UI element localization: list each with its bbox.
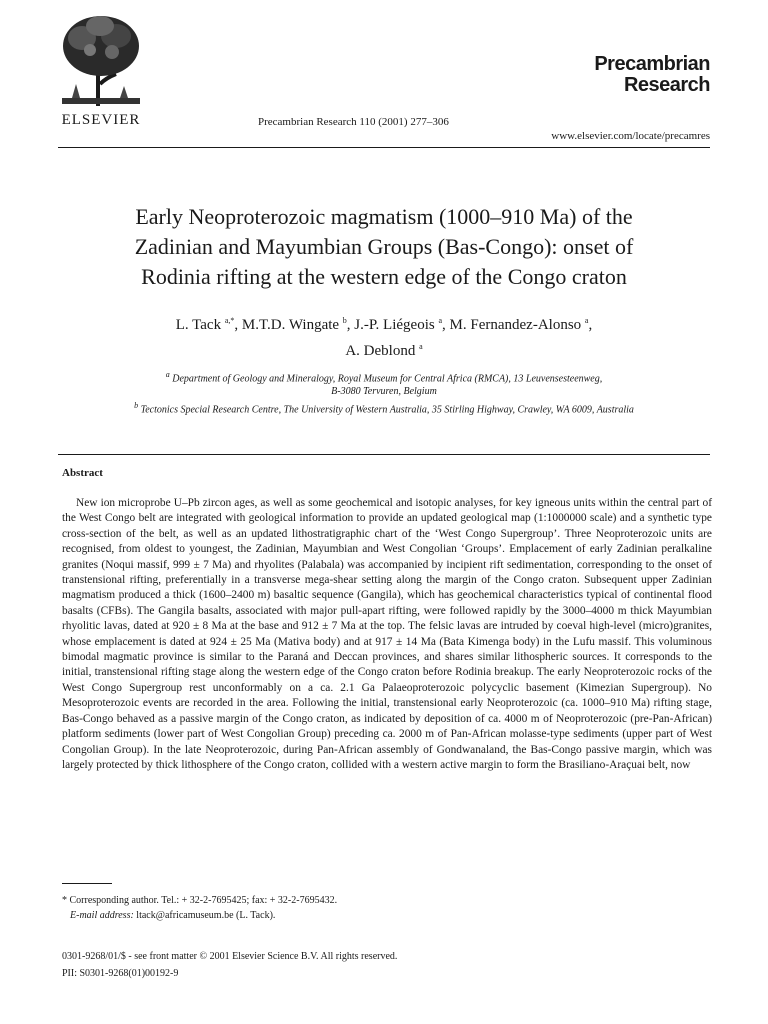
journal-url-link[interactable]: www.elsevier.com/locate/precamres	[551, 130, 710, 142]
title-line-1: Early Neoproterozoic magmatism (1000–910 Ma) of the	[135, 204, 633, 229]
publisher-name: ELSEVIER	[61, 112, 141, 128]
copyright-block	[62, 948, 397, 982]
affiliation-mark: a	[438, 316, 443, 325]
journal-citation: Precambrian Research 110 (2001) 277–306	[258, 116, 449, 128]
affiliation-mark: a	[165, 370, 170, 379]
title-line-3: Rodinia rifting at the western edge of the Congo craton	[141, 264, 627, 289]
copyright-line: 0301-9268/01/$ - see front matter © 2001 Elsevier Science B.V. All rights reserved.	[62, 951, 398, 962]
journal-title	[570, 54, 710, 96]
abstract-divider	[58, 454, 710, 455]
elsevier-logo	[56, 14, 146, 134]
abstract-text: New ion microprobe U–Pb zircon ages, as well as some geochemical and isotopic analyses, for key igneous units within the central part of the West Congo belt are integrated with geological information to provide an updated geological map (1:1000000 scale) and a synthetic type cross-section of the belt, as well as an updated lithostratigraphic chart of the ‘West Congo Supergroup’. Three Neoproterozoic units are recognised, from oldest to youngest, the Zadinian, Mayumbian and West Congolian ‘Groups’. Emplacement of early Zadinian peralkaline granites (Noqui massif, 999 ± 7 Ma) and rhyolites (Palabala) was accompanied by incipient rift sedimentation, corresponding to the onset of transtensional rifting, preferentially in a transverse mega-shear setting along the margin of the Congo craton. Subsequent upper Zadinian magmatism produced a thick (1600–2400 m) basaltic sequence (Gangila), which has geochemical characteristics typical of continental flood basalts (CFBs). The Gangila basalts, associated with major pull-apart rifting, were followed rapidly by the 3000–4000 m thick Mayumbian rhyolitic lavas, dated at 920 ± 8 Ma at the base and 912 ± 7 Ma at the top. The felsic lavas are intruded by coeval high-level (micro)granites, whose emplacement is dated at 924 ± 25 Ma (Mativa body) and at 917 ± 14 Ma (Bata Kimenga body) in the Lufu massif. This voluminous bimodal magmatic province is similar to the Paraná and Deccan provinces, and shares similar lithospheric sources. It corresponds to the initial, transtensional rifting stage along the western edge of the Congo craton before Rodinia breakup. The early Neoproterozoic rocks of the West Congo Supergroup rest unconformably on a ca. 2.1 Ga Palaeoproterozoic polycyclic basement (Kimezian Supergroup). No Mesoproterozoic events are recorded in the area. Following the initial, transtensional early Neoproterozoic (ca. 1000–910 Ma) rifting stage, Bas-Congo behaved as a passive margin of the Congo craton, as indicated by deposition of ca. 4000 m of Neoproterozoic (pre-Pan-African) platform sediments (lower part of West Congolian Group) preceding ca. 2000 m of Pan-African molasse-type sediments (upper part of West Congolian Group). In the late Neoproterozoic, during Pan-African assembly of Gondwanaland, the Bas-Congo passive margin, which was largely protected by thick lithosphere of the Congo craton, collided with a western active margin to form the Brasiliano-Araçuai belt, now	[62, 497, 712, 771]
affiliation-mark: b	[342, 316, 347, 325]
email-label: E-mail address:	[70, 910, 134, 921]
title-line-2: Zadinian and Mayumbian Groups (Bas-Congo): onset of	[134, 234, 634, 259]
affiliation-mark: a	[419, 342, 423, 351]
abstract-heading: Abstract	[62, 467, 103, 479]
author-name: A. Deblond	[345, 343, 416, 359]
author-name: M. Fernandez-Alonso	[449, 317, 582, 333]
affiliation-a: $^a$ Department of Geology and Mineralogy, Royal Museum for Central Africa (RMCA), 13 Leuvensesteenweg, B-3080 Tervuren, Belgium	[165, 370, 603, 398]
author-name: J.-P. Liégeois	[354, 317, 435, 333]
journal-title-line2: Research	[623, 74, 710, 96]
author-name: L. Tack	[175, 317, 222, 333]
author-list: L. Tack $^{a,*}$, M.T.D. Wingate $^b$, J.-P. Liégeois $^a$, M. Fernandez-Alonso $^a$, A. Deblond $^a$	[175, 316, 593, 359]
affiliation-mark: a,*	[224, 316, 235, 325]
footnote	[62, 893, 337, 923]
header-divider	[58, 147, 710, 148]
pii-line: PII: S0301-9268(01)00192-9	[62, 968, 179, 979]
article-title	[58, 202, 710, 292]
tree-emblem-icon	[60, 14, 142, 106]
affiliation-mark: b	[134, 401, 139, 410]
journal-title-line1: Precambrian	[594, 53, 710, 75]
affiliation-b: $^b$ Tectonics Special Research Centre, The University of Western Australia, 35 Stirling Highway, Crawley, WA 6009, Australia	[134, 401, 634, 416]
author-name: M.T.D. Wingate	[241, 317, 340, 333]
affiliation-mark: a	[584, 316, 589, 325]
email-link[interactable]: ltack@africamuseum.be (L. Tack).	[136, 910, 276, 921]
corresponding-author-note: * Corresponding author. Tel.: + 32-2-7695425; fax: + 32-2-7695432.	[62, 895, 338, 906]
footnote-divider	[62, 883, 112, 884]
